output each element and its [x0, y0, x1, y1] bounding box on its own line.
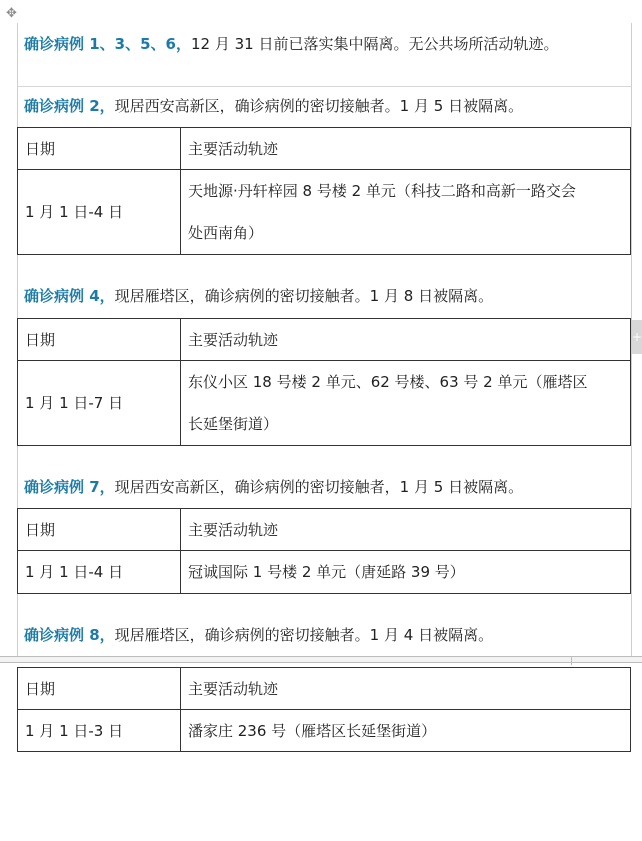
table-row [18, 361, 631, 446]
case-8-text: 现居雁塔区，确诊病例的密切接触者。1 月 4 日被隔离。 [114, 626, 494, 644]
row-date: 1 月 1 日-3 日 [18, 710, 181, 752]
row-track [181, 361, 631, 446]
case-8-lead: 确诊病例 8， [24, 626, 115, 644]
page-break [0, 656, 642, 663]
case-7-lead: 确诊病例 7， [24, 478, 115, 496]
case-4-heading [24, 285, 493, 307]
row-track [181, 170, 631, 255]
table-header-row [18, 509, 631, 551]
case-2-heading [24, 95, 523, 117]
case-4-lead: 确诊病例 4， [24, 287, 115, 305]
row-track-line: 天地源·丹轩梓园 8 号楼 2 单元（科技二路和高新一路交会 [188, 182, 576, 200]
row-track-line: 长延堡街道） [188, 415, 279, 433]
case-8-table [17, 667, 631, 752]
header-date: 日期 [18, 319, 181, 361]
case-7-heading [24, 476, 523, 498]
row-track: 潘家庄 236 号（雁塔区长延堡街道） [181, 710, 631, 752]
case-2-lead: 确诊病例 2， [24, 97, 115, 115]
intro-paragraph [24, 33, 558, 55]
row-track-line: 处西南角） [188, 224, 264, 242]
case-4-text: 现居雁塔区，确诊病例的密切接触者。1 月 8 日被隔离。 [114, 287, 494, 305]
case-8-heading [24, 624, 493, 646]
add-row-icon[interactable]: + [632, 320, 642, 354]
header-track: 主要活动轨迹 [181, 668, 631, 710]
row-track: 冠诚国际 1 号楼 2 单元（唐延路 39 号） [181, 551, 631, 594]
table-move-handle-icon[interactable]: ✥ [6, 6, 17, 21]
table-row [18, 551, 631, 594]
table-header-row [18, 668, 631, 710]
case-2-table [17, 127, 631, 255]
header-track: 主要活动轨迹 [181, 509, 631, 551]
intro-lead: 确诊病例 1、3、5、6， [24, 35, 191, 53]
table-row [18, 710, 631, 752]
case-4-table [17, 318, 631, 446]
row-date: 1 月 1 日-4 日 [18, 170, 181, 255]
case-7-text: 现居西安高新区，确诊病例的密切接触者，1 月 5 日被隔离。 [114, 478, 524, 496]
header-track: 主要活动轨迹 [181, 128, 631, 170]
header-date: 日期 [18, 128, 181, 170]
row-track-line: 东仪小区 18 号楼 2 单元、62 号楼、63 号 2 单元（雁塔区 [188, 373, 588, 391]
case-2-text: 现居西安高新区，确诊病例的密切接触者。1 月 5 日被隔离。 [114, 97, 524, 115]
header-date: 日期 [18, 668, 181, 710]
header-track: 主要活动轨迹 [181, 319, 631, 361]
table-header-row [18, 128, 631, 170]
table-header-row [18, 319, 631, 361]
intro-text: 12 月 31 日前已落实集中隔离。无公共场所活动轨迹。 [190, 35, 559, 53]
table-row [18, 170, 631, 255]
section-rule [17, 86, 631, 87]
header-date: 日期 [18, 509, 181, 551]
case-7-table [17, 508, 631, 594]
page-break-tick [571, 657, 572, 665]
row-date: 1 月 1 日-4 日 [18, 551, 181, 594]
row-date: 1 月 1 日-7 日 [18, 361, 181, 446]
